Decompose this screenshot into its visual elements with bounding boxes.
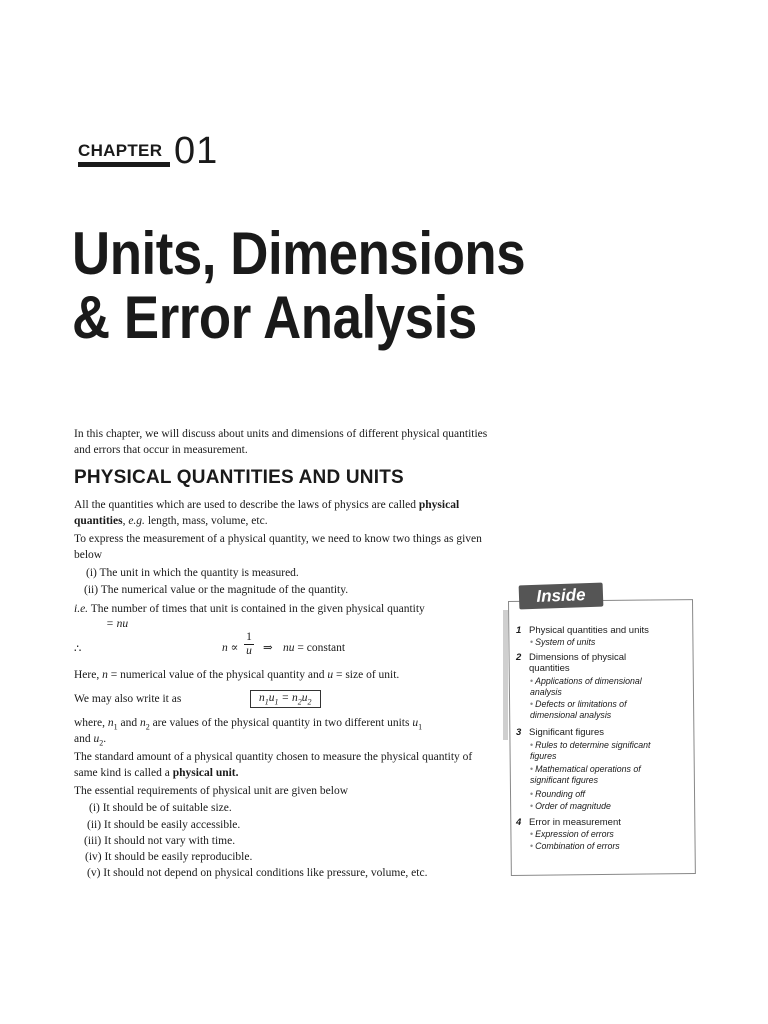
list-item: (ii) The numerical value or the magnitude of the quantity.	[84, 584, 349, 596]
chapter-rule	[78, 162, 170, 167]
toc-section-title: Physical quantities and units	[529, 625, 649, 636]
formula-box: $n_1u_1 = n_2u_2$	[250, 690, 321, 708]
list-item: (iv) It should be easily reproducible.	[85, 851, 253, 863]
ie-text: The number of times that unit is contained in the given physical quantity	[90, 603, 425, 615]
toc-sub-item: Rounding off	[535, 789, 585, 799]
list-item: (iii) It should not vary with time.	[84, 835, 236, 847]
ie-abbrev: i.e.	[74, 603, 89, 615]
toc-sub-item: Expression of errors	[535, 829, 614, 839]
p1-rest: length, mass, volume, etc.	[147, 514, 268, 527]
here-line: Here, n = numerical value of the physical quantity and u = size of unit.	[74, 669, 400, 681]
paragraph-physical-unit	[74, 750, 494, 781]
toc-section: 1 Physical quantities and units • System of units	[516, 625, 686, 645]
toc-section-title: Dimensions of physical quantities	[529, 652, 627, 674]
toc-section: 3 Significant figures • Rules to determine significant figures • Mathematical operations of significant figures • Rounding off • Order of magnitude	[516, 727, 686, 817]
list-item: (v) It should not depend on physical conditions like pressure, volume, etc.	[87, 867, 428, 879]
paragraph-requirements: The essential requirements of physical unit are given below	[74, 785, 348, 797]
p1-eg: e.g.	[128, 514, 145, 527]
intro-paragraph: In this chapter, we will discuss about units and dimensions of different physical quantities and errors that occur in measurement.	[74, 428, 488, 456]
chapter-title	[72, 222, 525, 350]
p-std-bold: physical unit.	[172, 766, 239, 779]
toc-sub-item: Order of magnitude	[535, 801, 611, 811]
chapter-label: CHAPTER	[78, 141, 163, 160]
toc-section-title: Significant figures	[529, 727, 604, 738]
toc-sub-item: Mathematical operations of significant figures	[530, 764, 641, 785]
fraction-numerator: 1	[246, 631, 252, 643]
list-item: (i) It should be of suitable size.	[89, 802, 232, 814]
toc-section-title: Error in measurement	[529, 817, 621, 828]
paragraph-physical-quantities: All the quantities which are used to describe the laws of physics are called physical quantities, e.g. length, mass, volume, etc.	[74, 499, 460, 527]
toc-section: 2 Dimensions of physical quantities • Applications of dimensional analysis • Defects or limitations of dimensional analysis	[516, 652, 686, 722]
section-heading: PHYSICAL QUANTITIES AND UNITS	[74, 467, 404, 488]
toc-sub-item: Defects or limitations of dimensional analysis	[530, 699, 627, 720]
inside-label: Inside	[519, 583, 604, 610]
prop-right: nu = constant	[283, 642, 346, 654]
p-std-text: The standard amount of a physical quantity chosen to measure the physical quantity of same kind is called a	[74, 751, 473, 779]
fraction-denominator: u	[246, 645, 252, 657]
fraction	[244, 631, 254, 658]
prop-left: n ∝	[222, 642, 239, 654]
toc-sub-item: Rules to determine significant figures	[530, 740, 651, 761]
list-item: (ii) It should be easily accessible.	[87, 819, 241, 831]
implies-arrow: ⇒	[263, 642, 273, 654]
paragraph-measurement: To express the measurement of a physical quantity, we need to know two things as given below	[74, 533, 482, 561]
ie-line	[74, 602, 494, 618]
write-as-text: We may also write it as	[74, 693, 182, 705]
p1-text: All the quantities which are used to describe the laws of physics are called	[74, 499, 417, 511]
toc-sub-item: System of units	[535, 637, 596, 647]
where-line-2: and $u_2$.	[74, 733, 107, 748]
inside-box-shadow	[503, 610, 508, 740]
list-item: (i) The unit in which the quantity is measured.	[86, 567, 299, 579]
therefore-symbol: ∴	[74, 643, 82, 655]
toc-sub-item: Combination of errors	[535, 841, 620, 851]
toc-sub-item: Applications of dimensional analysis	[530, 676, 642, 697]
eq-nu: = nu	[106, 618, 129, 630]
chapter-title-line2: & Error Analysis	[72, 284, 477, 351]
toc-section: 4 Error in measurement • Expression of errors • Combination of errors	[516, 817, 686, 857]
chapter-title-line1: Units, Dimensions	[72, 220, 526, 287]
chapter-number: 01	[174, 130, 219, 172]
p1-bold-term: physical quantities	[74, 499, 460, 527]
where-line: where, $n_1$ and $n_2$ are values of the physical quantity in two different units $u_1$	[74, 717, 423, 732]
